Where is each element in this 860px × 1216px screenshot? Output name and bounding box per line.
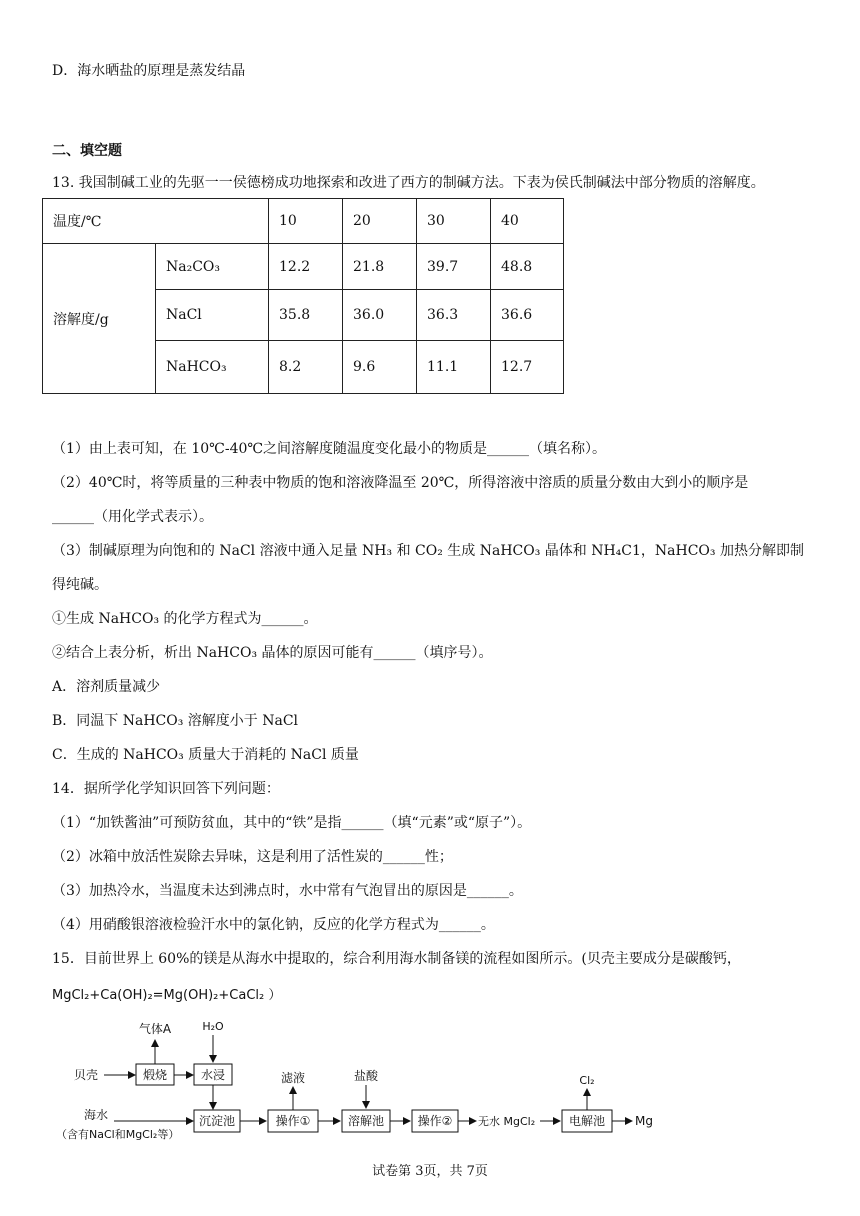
q13-part1: （1）由上表可知，在 10℃-40℃之间溶解度随温度变化最小的物质是______（填名称）。 <box>52 441 607 457</box>
dissolve-label: 溶解池 <box>347 1114 385 1128</box>
q14-part4: （4）用硝酸银溶液检验汗水中的氯化钠，反应的化学方程式为______。 <box>52 917 495 933</box>
q13-option-c: C．生成的 NaHCO₃ 质量大于消耗的 NaCl 质量 <box>52 747 359 763</box>
electrolysis-label: 电解池 <box>568 1114 606 1128</box>
q15-equation: MgCl₂+Ca(OH)₂=Mg(OH)₂+CaCl₂ ） <box>52 988 282 1003</box>
q14-part2: （2）冰箱中放活性炭除去异味，这是利用了活性炭的______性； <box>52 849 453 865</box>
temp-cell: 20 <box>343 199 417 244</box>
calcine-label: 煅烧 <box>142 1068 168 1082</box>
section-title: 二、填空题 <box>52 143 122 159</box>
substance-cell: Na₂CO₃ <box>156 244 269 290</box>
value-cell: 36.0 <box>343 290 417 341</box>
q13-part3a: （3）制碱原理为向饱和的 NaCl 溶液中通入足量 NH₃ 和 CO₂ 生成 NaHCO₃ 晶体和 NH₄C1，NaHCO₃ 加热分解即制 <box>52 543 804 559</box>
anhydrous-label: 无水 MgCl₂ <box>478 1115 536 1128</box>
header-label: 温度/℃ <box>43 199 269 244</box>
temp-cell: 10 <box>269 199 343 244</box>
value-cell: 8.2 <box>269 341 343 394</box>
value-cell: 12.7 <box>491 341 564 394</box>
q13-part2b: ______（用化学式表示）。 <box>52 509 213 525</box>
op2-label: 操作② <box>417 1114 453 1128</box>
q13-option-a: A．溶剂质量减少 <box>52 679 161 695</box>
value-cell: 36.3 <box>417 290 491 341</box>
magnesium-flow-diagram <box>52 1015 672 1145</box>
option-d: D．海水晒盐的原理是蒸发结晶 <box>52 63 246 79</box>
value-cell: 12.2 <box>269 244 343 290</box>
value-cell: 36.6 <box>491 290 564 341</box>
solubility-table <box>42 198 564 394</box>
value-cell: 11.1 <box>417 341 491 394</box>
value-cell: 35.8 <box>269 290 343 341</box>
q14-part3: （3）加热冷水，当温度未达到沸点时，水中常有气泡冒出的原因是______。 <box>52 883 523 899</box>
row-label: 溶解度/g <box>43 244 156 394</box>
mg-label: Mg <box>635 1114 653 1128</box>
substance-cell: NaHCO₃ <box>156 341 269 394</box>
temp-cell: 30 <box>417 199 491 244</box>
value-cell: 9.6 <box>343 341 417 394</box>
q13-stem: 13. 我国制碱工业的先驱一一侯德榜成功地探索和改进了西方的制碱方法。下表为侯氏制碱法中部分物质的溶解度。 <box>52 175 765 191</box>
q15-stem: 15．目前世界上 60%的镁是从海水中提取的，综合利用海水制备镁的流程如图所示。(贝壳主要成分是碳酸钙， <box>52 951 741 967</box>
q13-option-b: B．同温下 NaHCO₃ 溶解度小于 NaCl <box>52 713 299 729</box>
soak-label: 水浸 <box>200 1068 226 1082</box>
q13-part2a: （2）40℃时，将等质量的三种表中物质的饱和溶液降温至 20℃，所得溶液中溶质的质量分数由大到小的顺序是 <box>52 475 749 491</box>
temp-cell: 40 <box>491 199 564 244</box>
hcl-label: 盐酸 <box>353 1069 379 1083</box>
value-cell: 48.8 <box>491 244 564 290</box>
shell-label: 贝壳 <box>74 1068 99 1082</box>
q13-part3b: 得纯碱。 <box>52 577 108 593</box>
seawater-note: （含有NaCl和MgCl₂等） <box>56 1128 180 1141</box>
water-label: H₂O <box>202 1020 224 1033</box>
seawater-label: 海水 <box>84 1108 109 1122</box>
substance-cell: NaCl <box>156 290 269 341</box>
filtrate-label: 滤液 <box>280 1071 306 1085</box>
value-cell: 39.7 <box>417 244 491 290</box>
op1-label: 操作① <box>275 1114 311 1128</box>
value-cell: 21.8 <box>343 244 417 290</box>
page-footer: 试卷第 3页，共 7页 <box>372 1164 488 1179</box>
q14-stem: 14．据所学化学知识回答下列问题： <box>52 781 280 797</box>
cl2-label: Cl₂ <box>579 1074 595 1087</box>
settle-label: 沉淀池 <box>198 1114 236 1128</box>
gas-a-label: 气体A <box>138 1022 172 1036</box>
q13-sub2: ②结合上表分析，析出 NaHCO₃ 晶体的原因可能有______（填序号）。 <box>52 645 493 661</box>
q13-sub1: ①生成 NaHCO₃ 的化学方程式为______。 <box>52 611 318 627</box>
q14-part1: （1）“加铁酱油”可预防贫血，其中的“铁”是指______（填“元素”或“原子”）。 <box>52 815 532 831</box>
